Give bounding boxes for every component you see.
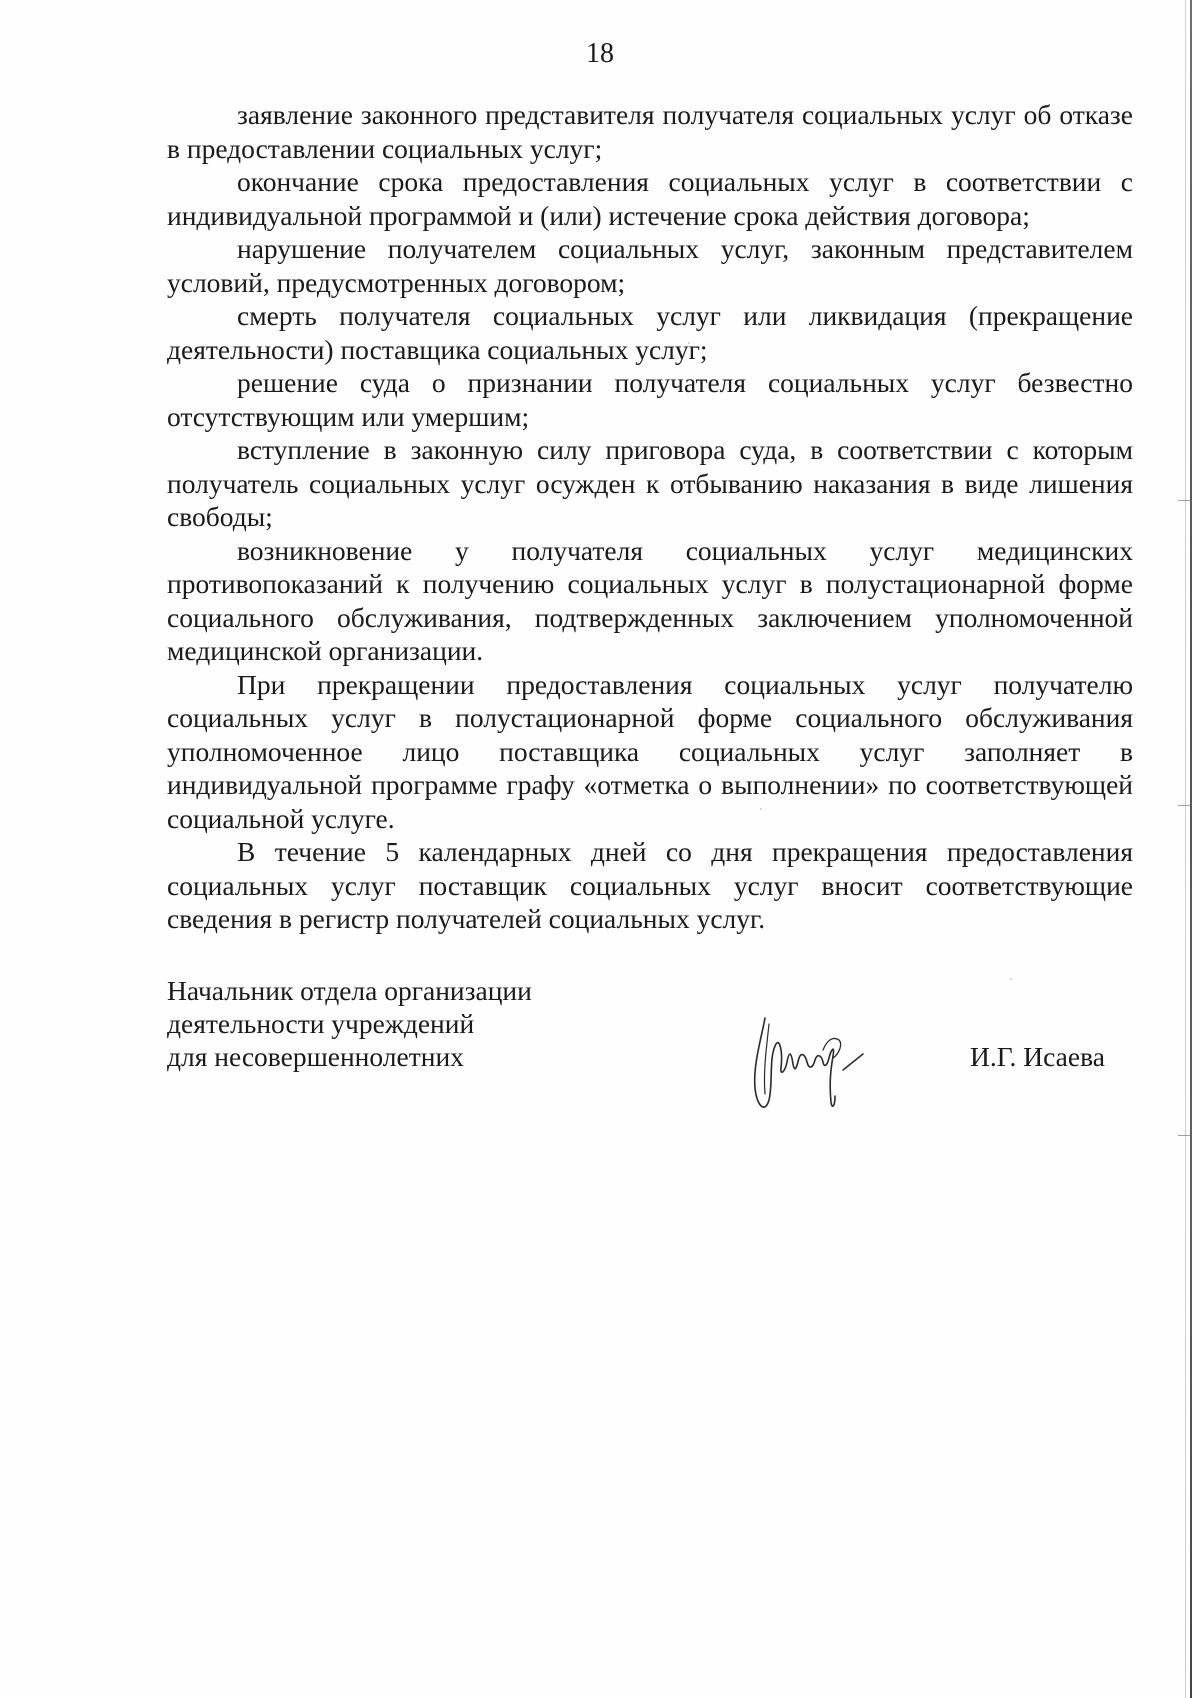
scan-edge-shadow	[1185, 0, 1186, 1698]
scan-edge-tick	[1178, 1135, 1192, 1136]
page-number: 18	[586, 38, 614, 69]
body-paragraph: При прекращении предоставления социальных услуг получателю социальных услуг в полустационарной форме социального обслуживания уполномоченное лицо поставщика социальных услуг заполняет в индивидуальной программе графу «отметка о выполнении» по соответствующей социальной услуге.	[167, 668, 1133, 834]
signer-name: И.Г. Исаева	[970, 1041, 1105, 1072]
signatory-position	[167, 974, 532, 1073]
scan-speck	[1010, 978, 1012, 980]
handwritten-signature	[735, 1010, 875, 1120]
signatory-position-line: деятельности учреждений	[167, 1008, 475, 1039]
body-paragraph: нарушение получателем социальных услуг, законным представителем условий, предусмотренных договором;	[167, 233, 1133, 298]
signatory-position-line: для несовершеннолетних	[167, 1041, 464, 1072]
body-paragraph: заявление законного представителя получателя социальных услуг об отказе в предоставлении социальных услуг;	[167, 99, 1133, 164]
scan-edge-line	[1190, 0, 1192, 1698]
scan-edge-tick	[1178, 805, 1192, 806]
document-body	[167, 98, 1133, 936]
body-paragraph: В течение 5 календарных дней со дня прекращения предоставления социальных услуг поставщик социальных услуг вносит соответствующие сведения в регистр получателей социальных услуг.	[167, 836, 1133, 934]
signatory-position-line: Начальник отдела организации	[167, 975, 532, 1006]
body-paragraph: вступление в законную силу приговора суда, в соответствии с которым получатель социальных услуг осужден к отбыванию наказания в виде лишения свободы;	[167, 434, 1133, 532]
body-paragraph: окончание срока предоставления социальных услуг в соответствии с индивидуальной программой и (или) истечение срока действия договора;	[167, 166, 1133, 231]
scan-edge-tick	[1178, 500, 1192, 501]
body-paragraph: решение суда о признании получателя социальных услуг безвестно отсутствующим или умершим;	[167, 367, 1133, 432]
body-paragraph: смерть получателя социальных услуг или ликвидация (прекращение деятельности) поставщика социальных услуг;	[167, 300, 1133, 365]
body-paragraph: возникновение у получателя социальных услуг медицинских противопоказаний к получению социальных услуг в полустационарной форме социального обслуживания, подтвержденных заключением уполномоченной медицинской организации.	[167, 534, 1133, 666]
